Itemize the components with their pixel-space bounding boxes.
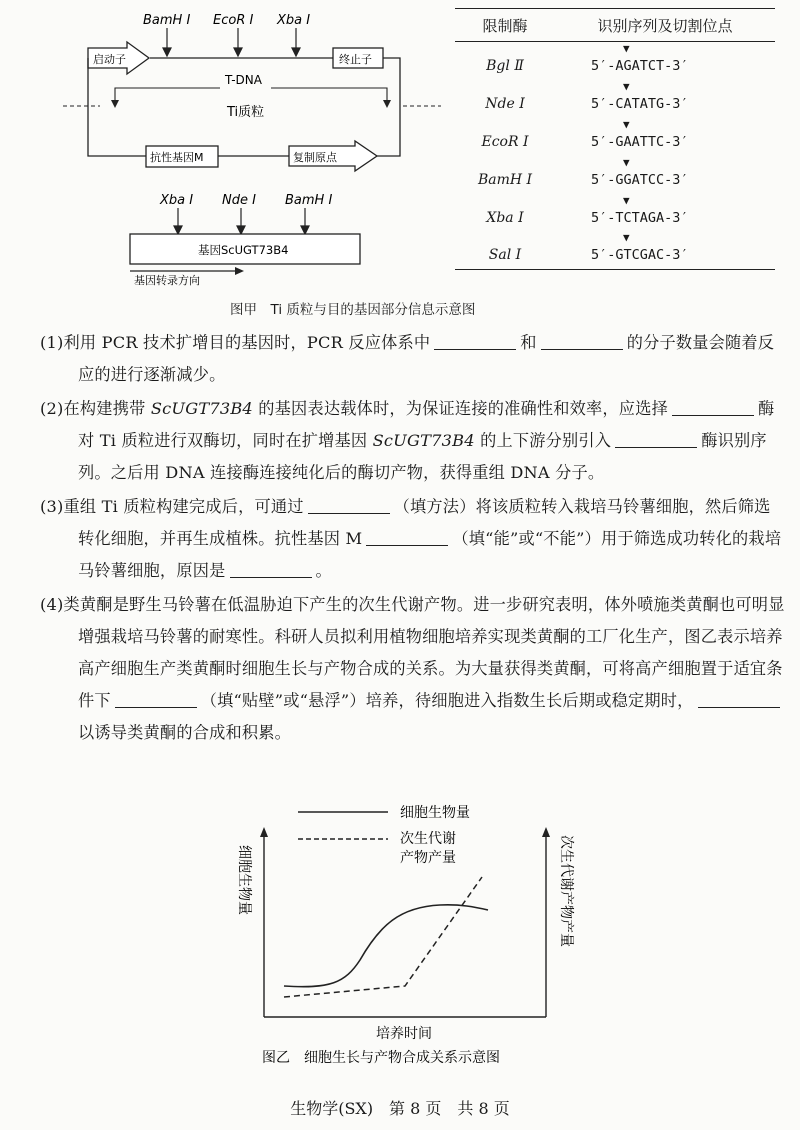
gene-diagram	[120, 188, 370, 286]
table-row: Sal Ⅰ ▼ 5′-GTCGAC-3′	[455, 232, 775, 270]
cut-site-icon: ▼	[623, 194, 630, 207]
table-row: Bgl Ⅱ ▼ 5′-AGATCT-3′	[486, 42, 689, 74]
plasmid-diagram	[55, 8, 445, 188]
transcription-direction-label: 基因转录方向	[134, 274, 200, 286]
legend-dashed-label-2: 产物产量	[400, 850, 456, 866]
y-axis-label: 细胞生物量	[236, 845, 252, 915]
chart-caption: 图乙 细胞生长与产物合成关系示意图	[262, 1050, 500, 1066]
page-footer: 生物学(SX) 第 8 页 共 8 页	[290, 1099, 510, 1118]
answer-blank[interactable]	[230, 559, 312, 578]
question-2: (2)在构建携带 ScUGT73B4 的基因表达载体时，为保证连接的准确性和效率，应选择 酶对 Ti 质粒进行双酶切，同时在扩增基因 ScUGT73B4 的上下游分别引入 酶识别序列。之后用 DNA 连接酶连接纯化后的酶切产物，获得重组 DNA 分子。	[40, 399, 775, 482]
cut-site-icon: ▼	[623, 118, 630, 131]
answer-blank[interactable]	[115, 689, 197, 708]
plasmid-enzyme-xbai: Xba Ⅰ	[277, 13, 311, 28]
header-enzyme: 限制酶	[482, 16, 528, 35]
table-row: EcoR Ⅰ ▼ 5′-GAATTC-3′	[481, 118, 689, 150]
plasmid-label: Ti质粒	[227, 105, 265, 120]
question-4: (4)类黄酮是野生马铃薯在低温胁迫下产生的次生代谢产物。进一步研究表明，体外喷施类黄酮也可明显增强栽培马铃薯的耐寒性。科研人员拟利用植物细胞培养实现类黄酮的工厂化生产，图乙表示培养高产细胞生产类黄酮时细胞生长与产物合成的关系。为大量获得类黄酮，可将高产细胞置于适宜条件下 （填“贴壁”或“悬浮”）培养，待细胞进入指数生长后期或稳定期时，以诱导类黄酮的合成和积累。	[40, 595, 785, 742]
legend-dashed-label-1: 次生代谢	[400, 831, 456, 847]
gene-enzyme-ndei: Nde Ⅰ	[222, 193, 256, 208]
growth-chart	[220, 795, 600, 1070]
answer-blank[interactable]	[698, 689, 780, 708]
cut-site-icon: ▼	[623, 156, 630, 169]
answer-blank[interactable]	[541, 331, 623, 350]
resistance-gene-label: 抗性基因M	[150, 151, 204, 164]
table-row: BamH Ⅰ ▼ 5′-GGATCC-3′	[477, 156, 689, 188]
plasmid-enzyme-bamhi: BamH Ⅰ	[143, 13, 191, 28]
cut-site-icon: ▼	[623, 42, 630, 55]
enzyme-table	[455, 8, 775, 270]
legend-solid-label: 细胞生物量	[400, 805, 470, 821]
series-metabolite-line	[284, 877, 482, 997]
answer-blank[interactable]	[434, 331, 516, 350]
cut-site-icon: ▼	[623, 231, 630, 244]
tdna-label: T-DNA	[225, 73, 262, 87]
header-sequence: 识别序列及切割位点	[597, 16, 733, 35]
question-1: (1)利用 PCR 技术扩增目的基因时，PCR 反应体系中 和 的分子数量会随着反应的进行逐渐减少。	[40, 333, 775, 384]
gene-label: 基因ScUGT73B4	[198, 243, 289, 257]
x-axis-label: 培养时间	[376, 1026, 432, 1042]
answer-blank[interactable]	[366, 527, 448, 546]
gene-enzyme-xbai: Xba Ⅰ	[160, 193, 194, 208]
figure-1-caption: 图甲 Ti 质粒与目的基因部分信息示意图	[230, 302, 476, 318]
questions	[40, 327, 785, 751]
promoter-label: 启动子	[93, 53, 126, 66]
y2-axis-label: 次生代谢产物产量	[558, 835, 574, 947]
table-row: Xba Ⅰ ▼ 5′-TCTAGA-3′	[486, 194, 689, 226]
table-row: Nde Ⅰ ▼ 5′-CATATG-3′	[485, 80, 689, 112]
answer-blank[interactable]	[672, 397, 754, 416]
enzyme-table-header	[455, 8, 775, 42]
origin-label: 复制原点	[293, 151, 337, 164]
answer-blank[interactable]	[308, 495, 390, 514]
answer-blank[interactable]	[615, 429, 697, 448]
gene-enzyme-bamhi: BamH Ⅰ	[285, 193, 333, 208]
cut-site-icon: ▼	[623, 80, 630, 93]
terminator-label: 终止子	[339, 53, 372, 66]
plasmid-enzyme-ecori: EcoR Ⅰ	[213, 13, 254, 28]
question-3: (3)重组 Ti 质粒构建完成后，可通过 （填方法）将该质粒转入栽培马铃薯细胞，然后筛选转化细胞，并再生成植株。抗性基因 M （填“能”或“不能”）用于筛选成功转化的栽培马铃薯细胞，原因是 。	[40, 497, 782, 580]
series-biomass-line	[284, 905, 488, 987]
